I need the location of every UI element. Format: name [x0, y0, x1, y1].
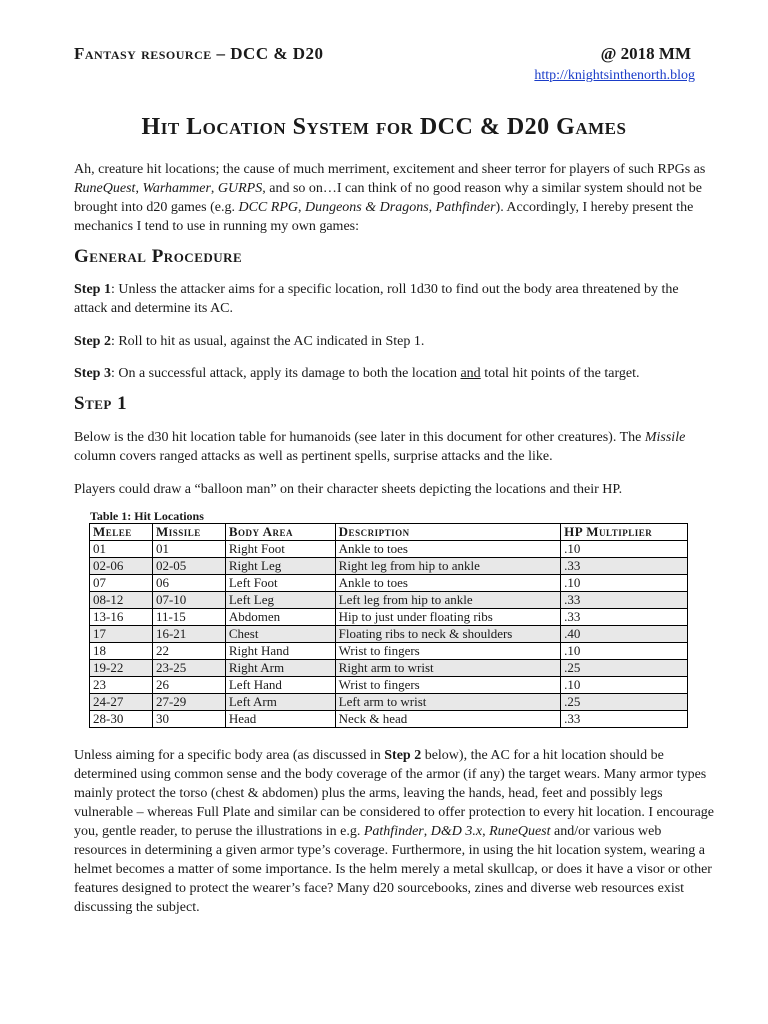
body-area-cell: Left Leg	[225, 592, 335, 609]
description-cell: Hip to just under floating ribs	[335, 609, 560, 626]
description-cell: Left leg from hip to ankle	[335, 592, 560, 609]
melee-cell: 24-27	[90, 694, 153, 711]
table-row	[90, 575, 688, 592]
melee-cell: 07	[90, 575, 153, 592]
missile-cell: 07-10	[152, 592, 225, 609]
balloon-man-paragraph: Players could draw a “balloon man” on their character sheets depicting the locations and their HP.	[74, 482, 623, 497]
intro-paragraph: Ah, creature hit locations; the cause of much merriment, excitement and sheer terror for players of such RPGs as RuneQuest, Warhammer, GURPS, and so on…I can think of no good reason why a similar system should not be brought into d20 games (e.g. DCC RPG, Dungeons & Dragons, Pathfinder). Accordingly, I hereby present the mechanics I tend to use in running my own games:	[74, 162, 706, 234]
melee-cell: 28-30	[90, 711, 153, 728]
hp-multiplier-cell: .33	[561, 592, 688, 609]
hp-multiplier-cell: .33	[561, 558, 688, 575]
melee-cell: 08-12	[90, 592, 153, 609]
melee-cell: 01	[90, 541, 153, 558]
missile-cell: 06	[152, 575, 225, 592]
missile-cell: 11-15	[152, 609, 225, 626]
hp-multiplier-cell: .25	[561, 660, 688, 677]
melee-cell: 18	[90, 643, 153, 660]
table-caption: Table 1: Hit Locations	[90, 509, 204, 523]
melee-cell: 02-06	[90, 558, 153, 575]
missile-cell: 22	[152, 643, 225, 660]
table-intro-paragraph: Below is the d30 hit location table for humanoids (see later in this document for other creatures). The Missile column covers ranged attacks as well as pertinent spells, surprise attacks and the like.	[74, 430, 686, 464]
missile-cell: 02-05	[152, 558, 225, 575]
hp-multiplier-cell: .40	[561, 626, 688, 643]
general-procedure-heading: General Procedure	[74, 246, 243, 267]
table-row	[90, 541, 688, 558]
table-row	[90, 643, 688, 660]
hit-location-table	[89, 523, 688, 728]
page-title: Hit Location System for DCC & D20 Games	[141, 114, 627, 140]
missile-cell: 30	[152, 711, 225, 728]
missile-cell: 27-29	[152, 694, 225, 711]
closing-paragraph: Unless aiming for a specific body area (as discussed in Step 2 below), the AC for a hit location should be determined using common sense and the body coverage of the armor (if any) the target wears. Many armor types mainly protect the torso (chest & abdomen) plus the arms, leaving the hands, head, feet and possibly legs vulnerable – whereas Full Plate and similar can be considered to offer protection to every hit location. I encourage you, gentle reader, to peruse the illustrations in e.g. Pathfinder, D&D 3.x, RuneQuest and/or various web resources in determining a given armor type’s coverage. Furthermore, in using the hit location system, wearing a helmet becomes a matter of some importance. Is the helm merely a metal skullcap, or does it have a visor or other features designed to protect the wearer’s face? Many d20 sourcebooks, zines and diverse web resources exist discussing the subject.	[74, 748, 715, 915]
table-row	[90, 677, 688, 694]
body-area-cell: Abdomen	[225, 609, 335, 626]
description-cell: Wrist to fingers	[335, 643, 560, 660]
missile-cell: 16-21	[152, 626, 225, 643]
description-cell: Neck & head	[335, 711, 560, 728]
missile-cell: 01	[152, 541, 225, 558]
column-header-melee: Melee	[90, 524, 153, 541]
melee-cell: 13-16	[90, 609, 153, 626]
step1-paragraph: Step 1: Unless the attacker aims for a specific location, roll 1d30 to find out the body area threatened by the attack and determine its AC.	[74, 282, 679, 316]
hp-multiplier-cell: .10	[561, 541, 688, 558]
missile-cell: 23-25	[152, 660, 225, 677]
hp-multiplier-cell: .25	[561, 694, 688, 711]
column-header-hp-multiplier: HP Multiplier	[561, 524, 688, 541]
hp-multiplier-cell: .10	[561, 575, 688, 592]
description-cell: Floating ribs to neck & shoulders	[335, 626, 560, 643]
body-area-cell: Right Leg	[225, 558, 335, 575]
table-row	[90, 694, 688, 711]
hp-multiplier-cell: .33	[561, 711, 688, 728]
body-area-cell: Left Foot	[225, 575, 335, 592]
hp-multiplier-cell: .10	[561, 677, 688, 694]
body-area-cell: Left Hand	[225, 677, 335, 694]
table-row	[90, 711, 688, 728]
blog-link[interactable]: http://knightsinthenorth.blog	[534, 68, 695, 83]
column-header-description: Description	[335, 524, 560, 541]
body-area-cell: Left Arm	[225, 694, 335, 711]
table-row	[90, 592, 688, 609]
table-row	[90, 609, 688, 626]
table-row	[90, 626, 688, 643]
table-row	[90, 660, 688, 677]
description-cell: Ankle to toes	[335, 575, 560, 592]
body-area-cell: Right Arm	[225, 660, 335, 677]
melee-cell: 17	[90, 626, 153, 643]
step3-paragraph: Step 3: On a successful attack, apply its damage to both the location and total hit points of the target.	[74, 366, 640, 381]
description-cell: Ankle to toes	[335, 541, 560, 558]
body-area-cell: Right Foot	[225, 541, 335, 558]
document-header-copyright: @ 2018 MM	[600, 44, 691, 63]
melee-cell: 19-22	[90, 660, 153, 677]
table-row	[90, 558, 688, 575]
table-header-row	[90, 524, 688, 541]
description-cell: Right arm to wrist	[335, 660, 560, 677]
document-header-title: Fantasy resource – DCC & D20	[74, 44, 324, 63]
description-cell: Right leg from hip to ankle	[335, 558, 560, 575]
step2-paragraph: Step 2: Roll to hit as usual, against the AC indicated in Step 1.	[74, 334, 425, 349]
hp-multiplier-cell: .10	[561, 643, 688, 660]
column-header-missile: Missile	[152, 524, 225, 541]
body-area-cell: Head	[225, 711, 335, 728]
step1-heading: Step 1	[74, 393, 128, 414]
hp-multiplier-cell: .33	[561, 609, 688, 626]
description-cell: Wrist to fingers	[335, 677, 560, 694]
missile-cell: 26	[152, 677, 225, 694]
column-header-body-area: Body Area	[225, 524, 335, 541]
description-cell: Left arm to wrist	[335, 694, 560, 711]
melee-cell: 23	[90, 677, 153, 694]
body-area-cell: Chest	[225, 626, 335, 643]
body-area-cell: Right Hand	[225, 643, 335, 660]
